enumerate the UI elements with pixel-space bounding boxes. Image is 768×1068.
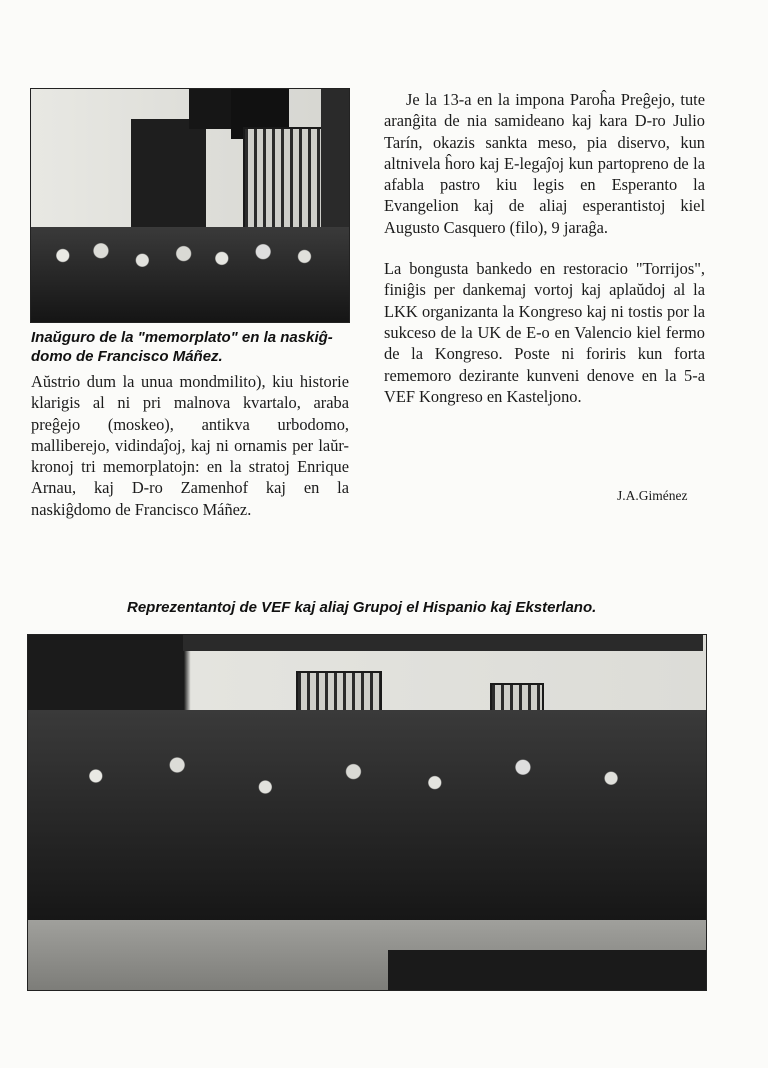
right-column-text: [384, 89, 705, 407]
left-paragraph: Aŭstrio dum la unua mondmilito), kiu historie klarigis al ni pri malnova kvartalo, araba preĝejo (moskeo), antikva urbodomo, malliberejo, vidindaĵoj, kaj ni ornamis per laŭr-kronoj tri memorplatojn: en la stratoj Enrique Arnau, kaj D-ro Zamenhof kaj en la naskiĝdomo de Francisco Máñez.: [31, 372, 349, 519]
left-column-text: [31, 371, 349, 520]
photo2-caption: Reprezentantoj de VEF kaj aliaj Grupoj el Hispanio kaj Eksterlano.: [127, 599, 597, 616]
group-photo: [27, 634, 707, 991]
photo1-caption-line1: Inaŭguro de la "memorplato" en la naskiĝ-: [31, 329, 333, 346]
photo1-caption: [31, 328, 349, 366]
photo1-caption-line2: domo de Francisco Máñez.: [31, 348, 223, 365]
right-paragraph-1: Je la 13-a en la impona Paroĥa Preĝejo, tute aranĝita de nia samideano kaj kara D-ro Julio Tarín, okazis sankta meso, pia diservo, kun altnivela ĥoro kaj E-legaĵoj kun partopreno de la afabla pastro kiu legis en Esperanto la Evangelion kaj de aliaj esperantistoj kiel Augusto Casquero (filo), 9 jaraĝa.: [384, 90, 705, 237]
author-signature: J.A.Giménez: [617, 488, 688, 503]
right-paragraph-2: La bongusta bankedo en restoracio "Torrijos", finiĝis per dankemaj vortoj kaj aplaŭdoj al la LKK organizanta la Kongreso kaj ni tostis por la sukceso de la UK de E-o en Valencio kiel fermo de la Kongreso. Poste ni foriris kun forta rememoro dezirante kunveni denove en la 5-a VEF Kongreso en Kasteljono.: [384, 259, 705, 406]
memorial-plaque-photo: [30, 88, 350, 323]
